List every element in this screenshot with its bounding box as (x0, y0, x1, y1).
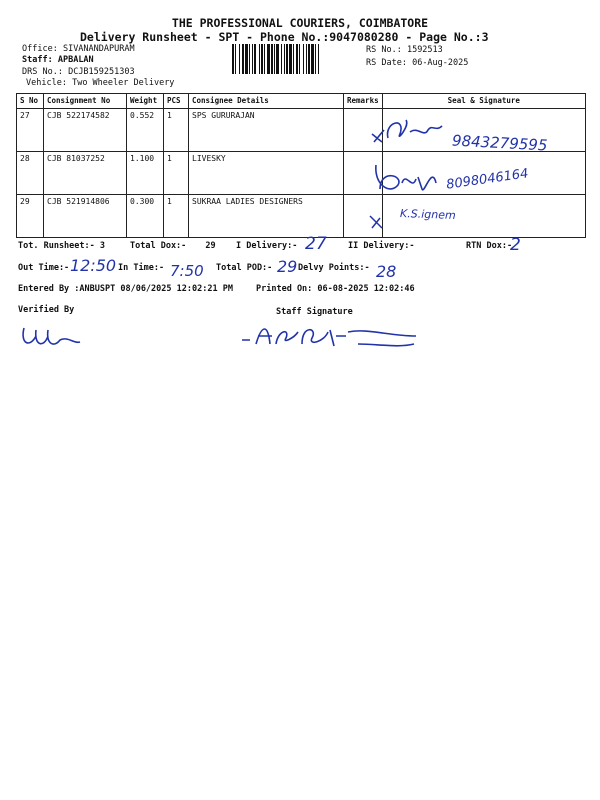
ii-delivery (348, 241, 415, 251)
entered-by: Entered By :ANBUSPT 08/06/2025 12:02:21 PM (18, 284, 233, 294)
rs-no-line (366, 45, 443, 55)
cell-pcs: 1 (164, 152, 189, 195)
col-consignment: Consignment No (44, 94, 127, 109)
cell-consignee: LIVESKY (189, 152, 344, 195)
total-dox-label: Total Dox:- (130, 241, 187, 251)
ii-delivery-label: II Delivery:- (348, 241, 415, 251)
in-time (118, 263, 164, 273)
vehicle-value: Two Wheeler Delivery (72, 78, 175, 88)
office-line (22, 44, 135, 54)
rs-date-line (366, 58, 468, 68)
out-time-value: 12:50 (70, 256, 117, 275)
handwritten-phone-row-28: 8098046164 (445, 166, 530, 193)
staff-signature-label: Staff Signature (276, 307, 353, 317)
tot-runsheet-label: Tot. Runsheet:- (18, 241, 95, 251)
rs-no-value: 1592513 (406, 45, 443, 55)
rs-date-label: RS Date: (366, 58, 407, 68)
rs-date-value: 06-Aug-2025 (412, 58, 469, 68)
cell-sno: 29 (17, 195, 44, 238)
drs-line (22, 67, 135, 77)
staff-value: APBALAN (57, 55, 94, 65)
table-header-row (17, 94, 586, 109)
verifier-signature (18, 318, 88, 358)
vehicle-label: Vehicle: (26, 78, 67, 88)
cell-consignment: CJB 522174582 (44, 109, 127, 152)
cell-sno: 27 (17, 109, 44, 152)
cell-weight: 1.100 (127, 152, 164, 195)
col-pcs: PCS (164, 94, 189, 109)
printed-on: Printed On: 06-08-2025 12:02:46 (256, 284, 415, 294)
i-delivery-label: I Delivery:- (236, 241, 298, 251)
total-pod-value: 29 (277, 257, 298, 276)
cell-consignee: SUKRAA LADIES DESIGNERS (189, 195, 344, 238)
signature-scribble-row-27 (366, 112, 456, 152)
table-row (17, 195, 586, 238)
rs-no-label: RS No.: (366, 45, 402, 55)
verified-by-label: Verified By (18, 305, 75, 315)
i-delivery (236, 241, 297, 251)
col-sno: S No (17, 94, 44, 109)
cell-weight: 0.552 (127, 109, 164, 152)
delvy-points (298, 263, 370, 273)
cell-pcs: 1 (164, 109, 189, 152)
vehicle-line (26, 78, 174, 88)
delvy-points-value: 28 (376, 262, 397, 281)
office-value: SIVANANDAPURAM (62, 44, 135, 54)
rtn-dox-label: RTN Dox:- (466, 241, 513, 251)
out-time-label: Out Time:- (18, 263, 70, 273)
total-dox-value: 29 (205, 241, 216, 251)
tot-runsheet-value: 3 (99, 241, 106, 251)
total-pod (216, 263, 272, 273)
cell-sno: 28 (17, 152, 44, 195)
handwritten-name-row-29: K.S.ignem (399, 207, 456, 222)
col-seal-signature: Seal & Signature (382, 94, 585, 109)
cell-consignee: SPS GURURAJAN (189, 109, 344, 152)
drs-value: DCJB159251303 (68, 67, 135, 77)
drs-label: DRS No.: (22, 67, 63, 77)
delvy-points-label: Delvy Points:- (298, 263, 370, 273)
cell-consignment: CJB 521914806 (44, 195, 127, 238)
total-pod-label: Total POD:- (216, 263, 273, 273)
rtn-dox (466, 241, 512, 251)
col-weight: Weight (127, 94, 164, 109)
staff-line (22, 55, 94, 65)
cell-consignment: CJB 81037252 (44, 152, 127, 195)
in-time-label: In Time:- (118, 263, 165, 273)
runsheet-table (16, 93, 586, 238)
runsheet-subtitle: Delivery Runsheet - SPT - Phone No.:9047080280 - Page No.:3 (80, 30, 489, 44)
out-time (18, 263, 69, 273)
tot-runsheet (18, 241, 105, 251)
col-consignee: Consignee Details (189, 94, 344, 109)
office-label: Office: (22, 44, 58, 54)
staff-signature-scribble (238, 318, 418, 358)
handwritten-phone-row-27: 9843279595 (451, 131, 548, 155)
total-dox (130, 241, 216, 251)
in-time-value: 7:50 (170, 262, 204, 280)
barcode-image (232, 44, 360, 74)
company-title: THE PROFESSIONAL COURIERS, COIMBATORE (171, 16, 429, 30)
cell-weight: 0.300 (127, 195, 164, 238)
i-delivery-value: 27 (305, 234, 327, 254)
signature-scribble-row-29 (366, 208, 396, 234)
signature-scribble-row-28 (372, 155, 452, 200)
col-remarks: Remarks (344, 94, 383, 109)
staff-label: Staff: (22, 55, 53, 65)
cell-pcs: 1 (164, 195, 189, 238)
rtn-dox-value: 2 (510, 235, 521, 255)
